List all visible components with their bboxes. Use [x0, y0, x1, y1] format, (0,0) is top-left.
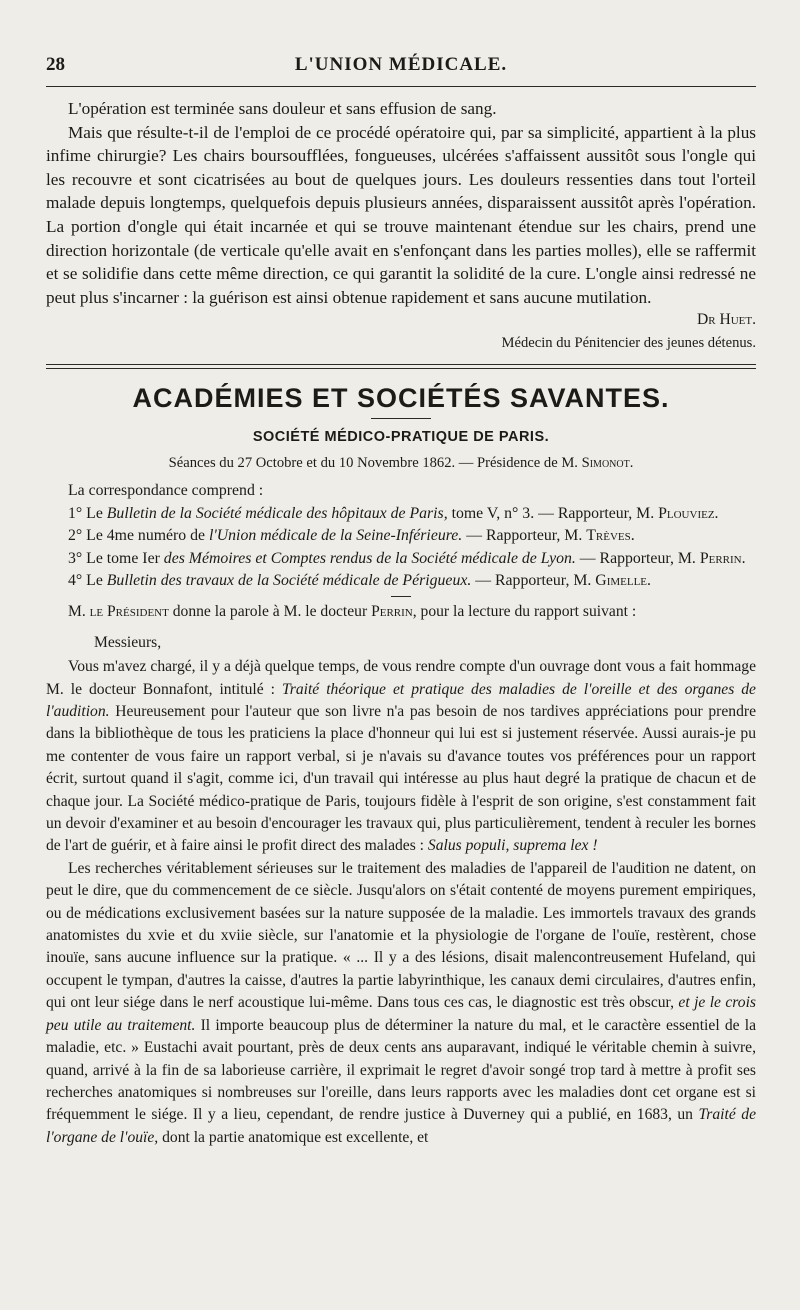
report-paragraph: Vous m'avez chargé, il y a déjà quelque temps, de vous rendre compte d'un ouvrage dont vous a fait hommage M. le docteur Bonnafont, intitulé : Traité théorique et pratique des maladies de l'oreille et des organes de l'audition. Heureusement pour l'auteur que son livre n'a pas besoin de nos tardives appréciations pour prendre dans la bibliothèque de tous les praticiens la place d'honneur qui lui est si justement réservée. Aussi aurais-je pu me contenter de vous faire un rapport verbal, si je n'avais su d'avance toutes vos préférences pour un rapport écrit, surtout quand il s'agit, comme ici, d'un travail qui intéresse au plus haut degré la pratique de chacun et de chaque jour. La Société médico-pratique de Paris, toujours fidèle à l'esprit de son origine, s'est constamment fait un devoir d'examiner et au besoin d'encourager les travaux qui, plus particulièrement, tendent à reculer les bornes de l'art de guérir, et à faire ainsi le profit direct des malades : Salus populi, suprema lex ! [46, 658, 756, 855]
correspondence-intro: La correspondance comprend : [68, 482, 264, 500]
section-double-rule [46, 364, 756, 369]
list-item: 4° Le Bulletin des travaux de la Société médicale de Périgueux. — Rapporteur, M. Gimelle. [68, 571, 651, 589]
salutation: Messieurs, [94, 633, 162, 651]
signature-name: Dr Huet. [696, 311, 756, 329]
list-item: 3° Le tome Ier des Mémoires et Comptes rendus de la Société médicale de Lyon. — Rapporteur, M. Perrin. [68, 549, 746, 567]
article-paragraph: L'opération est terminée sans douleur et sans effusion de sang. [68, 99, 497, 118]
article-paragraph: Mais que résulte-t-il de l'emploi de ce procédé opératoire qui, par sa simplicité, appartient à la plus infime chirurgie? Les chairs boursoufflées, fongueuses, ulcérées s'affaissent aussitôt sous l'ongle qui les recouvre et sont cicatrisées au bout de quelques jours. Les douleurs ressenties dans tout l'orteil malade depuis longtemps, quelquefois depuis plusieurs années, disparaissent aussitôt après l'opération. La portion d'ongle qui était incarnée et qui se trouve maintenant étendue sur les chairs, prend une direction horizontale (de verticale qu'elle avait en s'enfonçant dans les parties molles), elle se raffermit et se solidifie dans cette même direction, ce qui garantit la solidité de la cure. L'ongle ainsi redressé ne peut plus s'incarner : la guérison est ainsi obtenue rapidement et sans aucune mutilation. [46, 122, 756, 307]
society-title: SOCIÉTÉ MÉDICO-PRATIQUE DE PARIS. [252, 429, 550, 446]
session-line: Séances du 27 Octobre et du 10 Novembre 1862. — Présidence de M. Simonot. [168, 455, 634, 472]
journal-title: L'UNION MÉDICALE. [294, 54, 508, 75]
running-head [46, 46, 756, 86]
list-item: 2° Le 4me numéro de l'Union médicale de la Seine-Inférieure. — Rapporteur, M. Trèves. [68, 527, 635, 545]
report-paragraph: Les recherches véritablement sérieuses sur le traitement des maladies de l'appareil de l'audition ne datent, on peut le dire, que du commencement de ce siècle. Jusqu'alors on s'était contenté de moyens purement empiriques, ou de médications exclusivement basées sur la nature supposée de la maladie. Les immortels travaux des grands anatomistes du xvie et du xviie siècle, sur l'anatomie et la physiologie de l'organe de l'ouïe, restèrent, chose inouïe, sans aucune influence sur la pratique. « ... Il y a des lésions, disait malencontreusement Hufeland, qui occupent le tympan, d'autres la caisse, d'autres la partie labyrinthique, les canaux demi circulaires, d'autres enfin, qui ont leur siége dans le nerf acoustique lui-même. Dans tous ces cas, le diagnostic est très obscur, et je le crois peu utile au traitement. Il importe beaucoup plus de déterminer la nature du mal, et le caractère essentiel de la maladie, etc. » Eustachi avait pourtant, près de deux cents ans auparavant, indiqué le véritable chemin à suivre, quand, arrivé à la fin de sa laborieuse carrière, il exprimait le regret d'avoir songé trop tard à mettre à profit ses recherches anatomiques si nombreuses sur l'oreille, dans leurs rapports avec les maladies dont cet organe est si fréquemment le siége. Il y a lieu, cependant, de rendre justice à Duverney qui a publié, en 1683, un Traité de l'organe de l'ouïe, dont la partie anatomique est excellente, et [46, 859, 757, 1146]
report [46, 601, 756, 1149]
section-title: ACADÉMIES ET SOCIÉTÉS SAVANTES. [132, 383, 670, 414]
header-rule [46, 86, 756, 87]
top-article [46, 97, 756, 352]
president-name: Simonot. [581, 455, 634, 472]
president-line: M. le Président donne la parole à M. le docteur Perrin, pour la lecture du rapport suivant : [68, 603, 637, 621]
correspondence-list [46, 480, 756, 592]
page-number: 28 [46, 54, 65, 75]
signature-role: Médecin du Pénitencier des jeunes détenus. [501, 335, 756, 352]
item-divider [391, 596, 411, 597]
title-underline [371, 418, 431, 419]
list-item: 1° Le Bulletin de la Société médicale des hôpitaux de Paris, tome V, n° 3. — Rapporteur, M. Plouviez. [68, 504, 719, 522]
